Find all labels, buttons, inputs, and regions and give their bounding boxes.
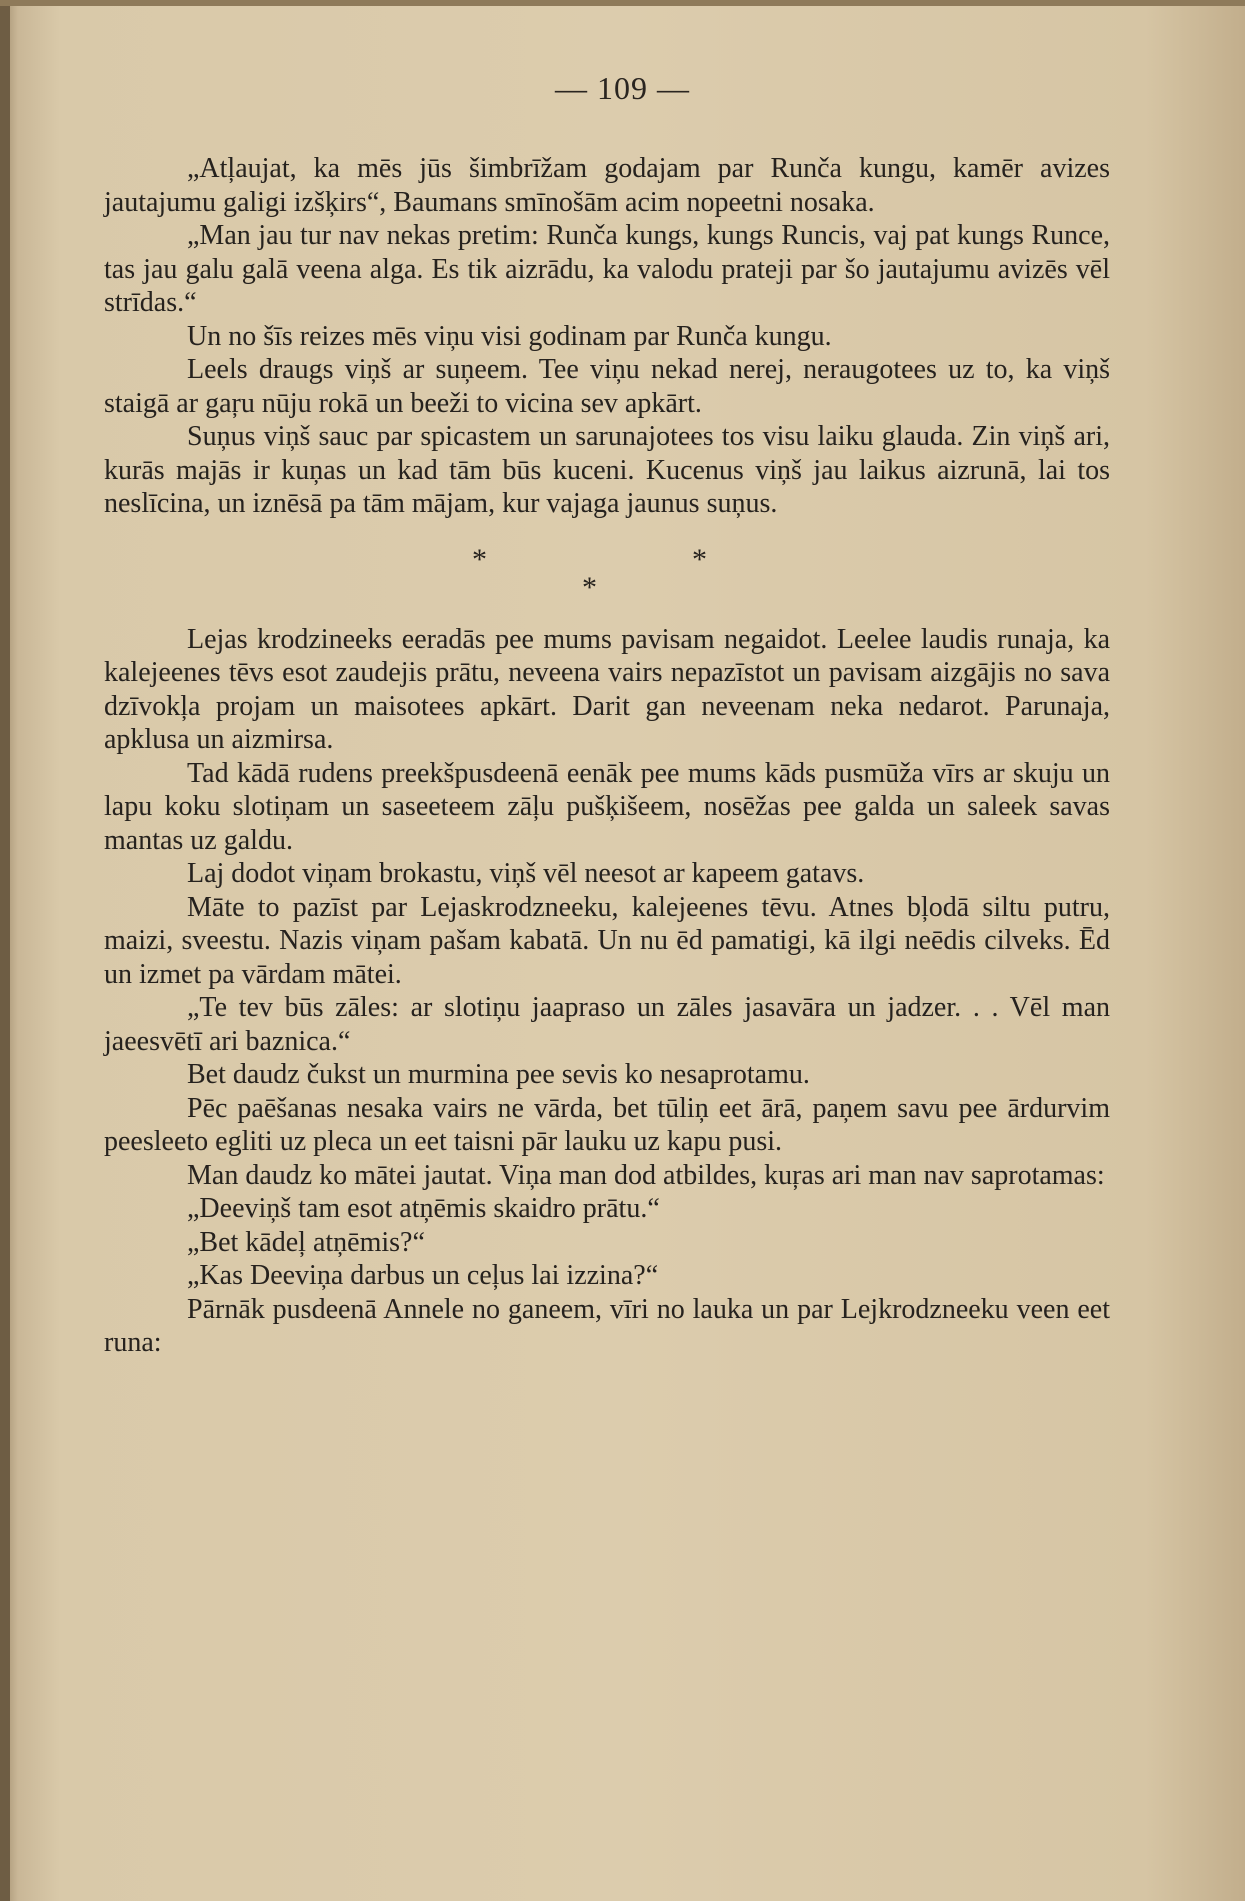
separator-star: * [692, 542, 707, 576]
section-separator [104, 542, 1110, 617]
paragraph: „Man jau tur nav nekas pretim: Runča kungs, kungs Runcis, vaj pat kungs Runce, tas jau galu galā veena alga. Es tik aizrādu, ka valodu prateji par šo jautajumu avizēs vēl strīdas.“ [104, 220, 1110, 318]
paragraph: Un no šīs reizes mēs viņu visi godinam par Runča kungu. [187, 320, 832, 352]
paragraph: Pārnāk pusdeenā Annele no ganeem, vīri no lauka un par Lejkrodzneeku veen eet runa: [104, 1293, 1110, 1358]
paragraph: „Atļaujat, ka mēs jūs šimbrīžam godajam par Runča kungu, kamēr avizes jautajumu galigi izšķirs“, Baumans smīnošām acim nopeetni nosaka. [104, 153, 1110, 218]
paragraph: Man daudz ko mātei jautat. Viņa man dod atbildes, kuŗas ari man nav saprotamas: [187, 1159, 1105, 1191]
page-number: — 109 — [555, 70, 690, 106]
paragraph: Tad kādā rudens preekšpusdeenā eenāk pee mums kāds pusmūža vīrs ar skuju un lapu koku slotiņam un saseeteem zāļu pušķišeem, nosēžas pee galda un saleek savas mantas uz galdu. [104, 757, 1110, 856]
paragraph: Pēc paēšanas nesaka vairs ne vārda, bet tūliņ eet ārā, paņem savu pee ārdurvim peesleeto egliti uz pleca un eet taisni pār lauku uz kapu pusi. [104, 1092, 1110, 1157]
paragraph: Leels draugs viņš ar suņeem. Tee viņu nekad nerej, neraugotees uz to, ka viņš staigā ar gaŗu nūju rokā un beeži to vicina sev apkārt. [104, 354, 1110, 419]
paragraph: „Bet kādeļ atņēmis?“ [187, 1226, 425, 1258]
paragraph: „Te tev būs zāles: ar slotiņu jaapraso un zāles jasavāra un jadzer. . . Vēl man jaeesvētī ari baznica.“ [104, 992, 1110, 1057]
separator-star: * [582, 570, 597, 604]
paragraph: „Deeviņš tam esot atņēmis skaidro prātu.“ [187, 1193, 660, 1224]
paragraph: Suņus viņš sauc par spicastem un sarunajotees tos visu laiku glauda. Zin viņš ari, kurās majās ir kuņas un kad tām būs kuceni. Kucenus viņš jau laikus aizrunā, lai tos neslīcina, un iznēsā pa tām mājam, kur vajaga jaunus suņus. [104, 421, 1110, 519]
separator-star: * [472, 542, 487, 576]
paragraph: „Kas Deeviņa darbus un ceļus lai izzina?“ [187, 1260, 659, 1291]
body-text [104, 152, 1110, 1360]
paragraph: Lejas krodzineeks eeradās pee mums pavisam negaidot. Leelee laudis runaja, ka kalejeenes tēvs esot zaudejis prātu, neveena vairs nepazīstot un pavisam aizgājis no sava dzīvokļa projam un maisotees apkārt. Darit gan neveenam neka nedarot. Parunaja, apklusa un aizmirsa. [104, 623, 1110, 755]
paragraph: Bet daudz čukst un murmina pee sevis ko nesaprotamu. [187, 1059, 810, 1090]
paragraph: Māte to pazīst par Lejaskrodzneeku, kalejeenes tēvu. Atnes bļodā siltu putru, maizi, sveestu. Nazis viņam pašam kabatā. Un nu ēd pamatigi, kā ilgi neēdis cilveks. Ēd un izmet pa vārdam mātei. [104, 891, 1110, 990]
paragraph: Laj dodot viņam brokastu, viņš vēl neesot ar kapeem gatavs. [187, 858, 865, 889]
